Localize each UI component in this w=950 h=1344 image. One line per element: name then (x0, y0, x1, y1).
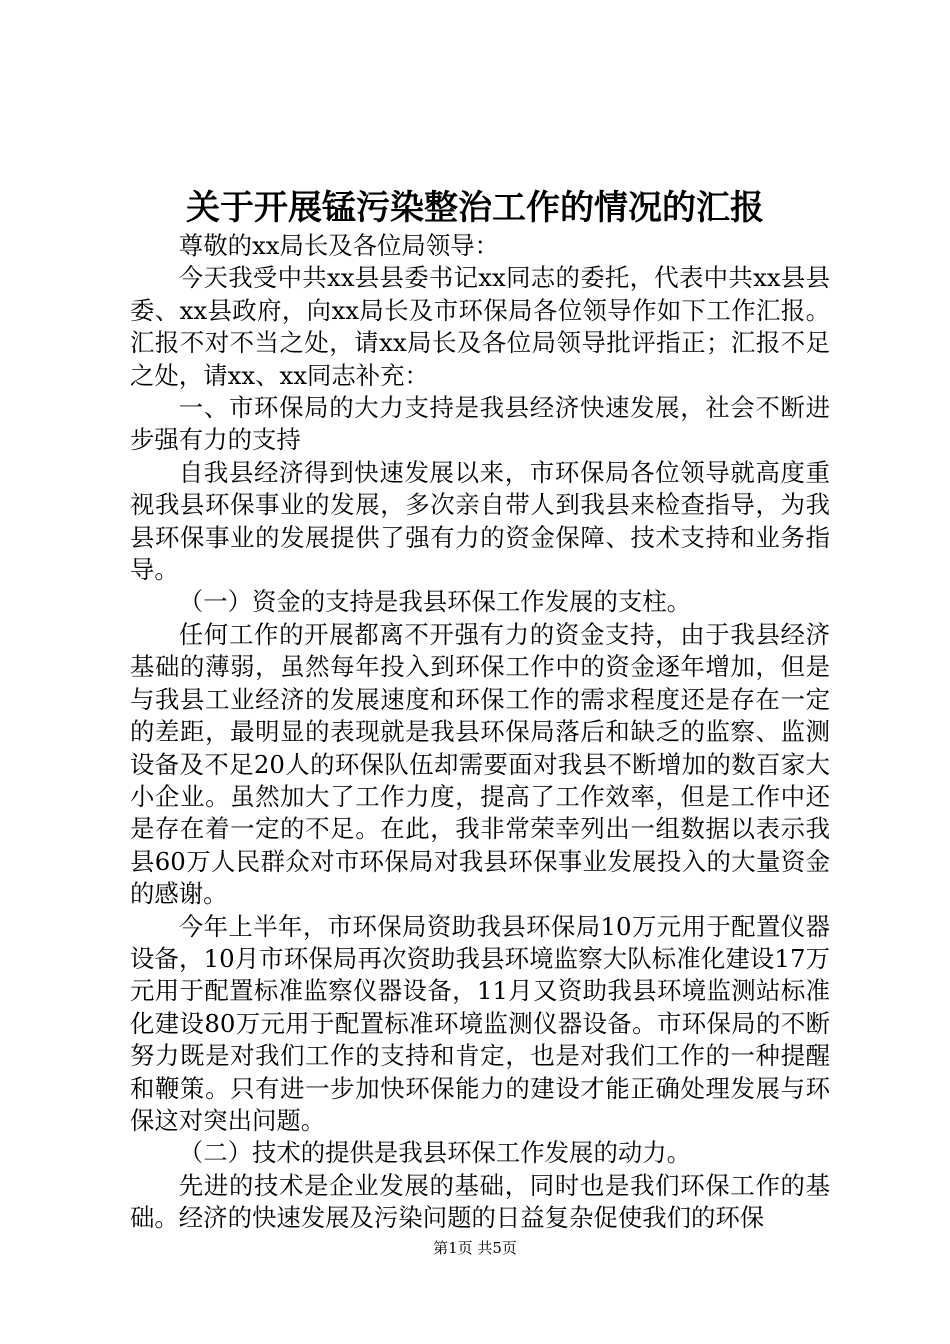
body-paragraph: 先进的技术是企业发展的基础，同时也是我们环保工作的基础。经济的快速发展及污染问题的日益复杂促使我们的环保 (130, 1170, 830, 1233)
intro-paragraph: 今天我受中共xx县县委书记xx同志的委托，代表中共xx县县委、xx县政府，向xx局长及市环保局各位领导作如下工作汇报。汇报不对不当之处，请xx局长及各位局领导批评指正；汇报不足之处，请xx、xx同志补充： (130, 263, 830, 390)
body-paragraph: 自我县经济得到快速发展以来，市环保局各位领导就高度重视我县环保事业的发展，多次亲自带人到我县来检查指导，为我县环保事业的发展提供了强有力的资金保障、技术支持和业务指导。 (130, 457, 830, 585)
section-heading-1: 一、市环保局的大力支持是我县经济快速发展，社会不断进步强有力的支持 (130, 393, 830, 455)
document-body (130, 230, 830, 1235)
salutation-paragraph: 尊敬的xx局长及各位局领导： (178, 231, 499, 260)
body-paragraph: 任何工作的开展都离不开强有力的资金支持，由于我县经济基础的薄弱，虽然每年投入到环保工作中的资金逐年增加，但是与我县工业经济的发展速度和环保工作的需求程度还是存在一定的差距，最明显的表现就是我县环保局落后和缺乏的监察、监测设备及不足20人的环保队伍却需要面对我县不断增加的数百家大小企业。虽然加大了工作力度，提高了工作效率，但是工作中还是存在着一定的不足。在此，我非常荣幸列出一组数据以表示我县60万人民群众对市环保局对我县环保事业发展投入的大量资金的感谢。 (130, 619, 830, 909)
subsection-heading-2: （二）技术的提供是我县环保工作发展的动力。 (178, 1138, 692, 1168)
document-title: 关于开展锰污染整治工作的情况的汇报 (186, 188, 764, 228)
page-footer: 第1页 共5页 (433, 1239, 517, 1257)
body-paragraph: 今年上半年，市环保局资助我县环保局10万元用于配置仪器设备，10月市环保局再次资助我县环境监察大队标准化建设17万元用于配置标准监察仪器设备，11月又资助我县环境监测站标准化建设80万元用于配置标准环境监测仪器设备。市环保局的不断努力既是对我们工作的支持和肯定，也是对我们工作的一种提醒和鞭策。只有进一步加快环保能力的建设才能正确处理发展与环保这对突出问题。 (130, 911, 830, 1135)
subsection-heading-1: （一）资金的支持是我县环保工作发展的支柱。 (178, 587, 692, 617)
